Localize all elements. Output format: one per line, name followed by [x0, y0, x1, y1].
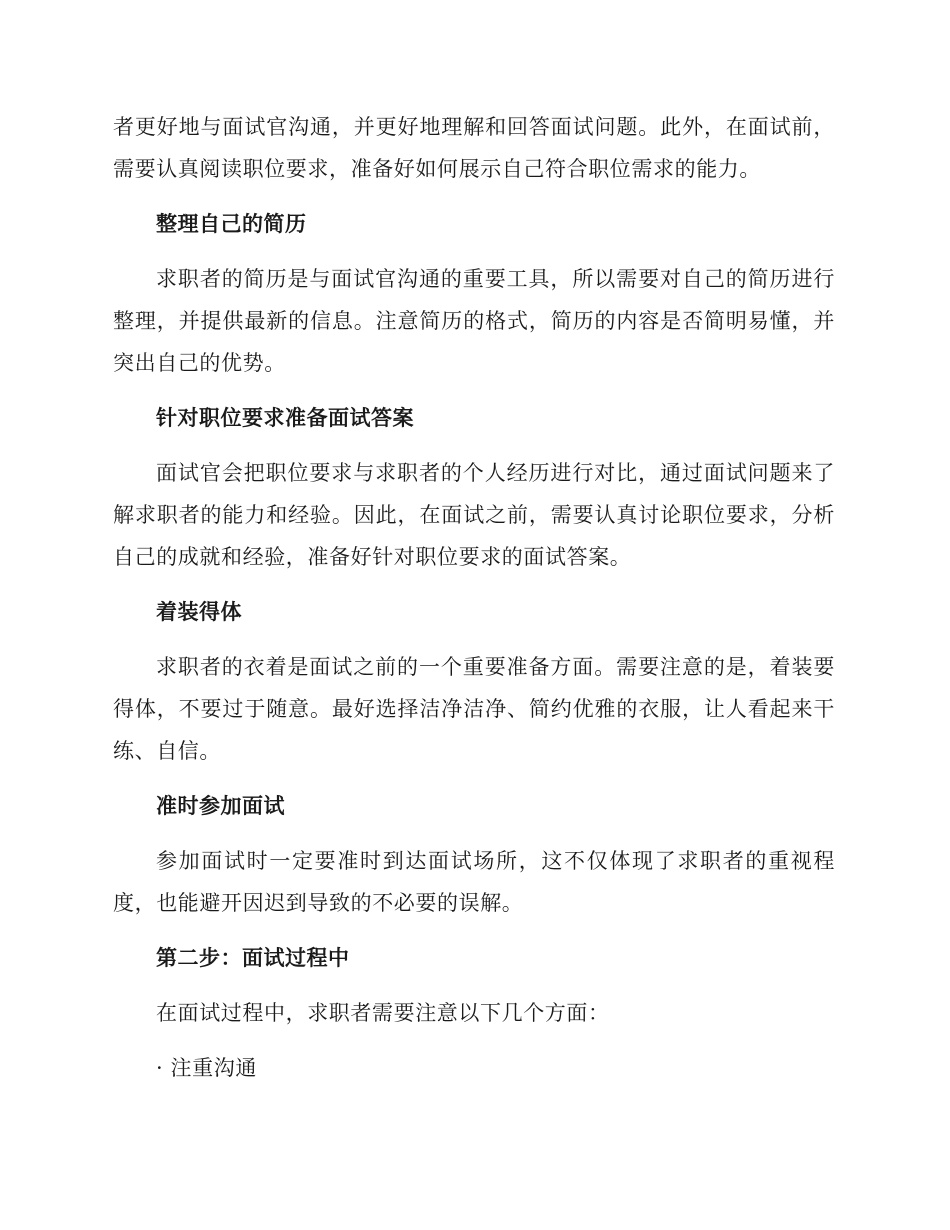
- answers-paragraph: 面试官会把职位要求与求职者的个人经历进行对比，通过面试问题来了解求职者的能力和经验。因此，在面试之前，需要认真讨论职位要求，分析自己的成就和经验，准备好针对职位要求的面试答案。: [113, 461, 835, 569]
- intro-continued-paragraph: 者更好地与面试官沟通，并更好地理解和回答面试问题。此外，在面试前，需要认真阅读职位要求，准备好如何展示自己符合职位需求的能力。: [113, 115, 835, 181]
- resume-paragraph: 求职者的简历是与面试官沟通的重要工具，所以需要对自己的简历进行整理，并提供最新的信息。注意简历的格式，简历的内容是否简明易懂，并突出自己的优势。: [113, 267, 835, 375]
- heading-prepare-answers: 针对职位要求准备面试答案: [156, 406, 414, 430]
- heading-be-punctual: 准时参加面试: [156, 794, 285, 818]
- heading-dress-appropriately: 着装得体: [156, 600, 242, 624]
- heading-organize-resume: 整理自己的简历: [156, 212, 307, 236]
- step-two-intro-paragraph: 在面试过程中，求职者需要注意以下几个方面：: [156, 1001, 610, 1025]
- list-item-communication: · 注重沟通: [156, 1056, 257, 1080]
- punctual-paragraph: 参加面试时一定要准时到达面试场所，这不仅体现了求职者的重视程度，也能避开因迟到导致的不必要的误解。: [113, 849, 835, 915]
- dress-paragraph: 求职者的衣着是面试之前的一个重要准备方面。需要注意的是，着装要得体，不要过于随意。最好选择洁净洁净、简约优雅的衣服，让人看起来干练、自信。: [113, 655, 835, 763]
- heading-step-two: 第二步：面试过程中: [156, 946, 350, 970]
